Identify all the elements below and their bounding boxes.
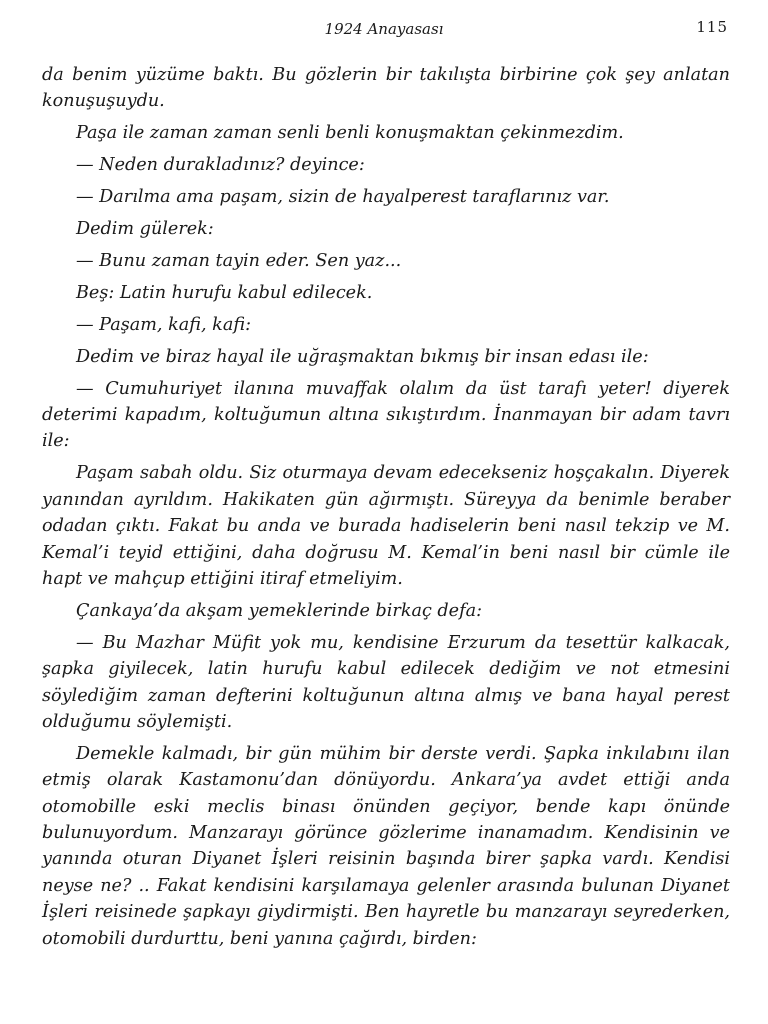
paragraph: — Neden durakladınız? deyince: — [76, 155, 365, 176]
paragraph: — Darılma ama paşam, sizin de hayalperest taraflarınız var. — [76, 187, 610, 208]
paragraph: — Paşam, kafi, kafi: — [76, 314, 251, 335]
running-header — [0, 18, 768, 42]
paragraph: Paşa ile zaman zaman senli benli konuşmaktan çekinmezdim. — [76, 123, 624, 144]
running-title: 1924 Anayasası — [324, 20, 444, 38]
paragraph: da benim yüzüme baktı. Bu gözlerin bir takılışta birbirine çok şey anlatan konuşuşuydu. — [42, 65, 730, 112]
paragraph: — Bu Mazhar Müfit yok mu, kendisine Erzurum da tesettür kalkacak, şapka giyilecek, latin hurufu kabul edilecek dediğim ve not etmesini söylediğim zaman defterini koltuğunun altına almış ve bana hayal perest olduğumu söylemişti. — [42, 632, 730, 732]
paragraph: Çankaya’da akşam yemeklerinde birkaç defa: — [76, 600, 483, 621]
paragraph: — Cumuhuriyet ilanına muvaffak olalım da üst tarafı yeter! diyerek deterimi kapadım, koltuğumun altına sıkıştırdım. İnanmayan bir adam tavrı ile: — [42, 378, 730, 452]
paragraph: Demekle kalmadı, bir gün mühim bir derste verdi. Şapka inkılabını ilan etmiş olarak Kastamonu’dan dönüyordu. Ankara’ya avdet ettiği anda otomobille eski meclis binası önünden geçiyor, bende kapı önünde bulunuyordum. Manzarayı görünce gözlerime inanamadım. Kendisinin ve yanında oturan Diyanet İşleri reisinin başında birer şapka vardı. Kendisi neyse ne? .. Fakat kendisini karşılamaya gelenler arasında bulunan Diyanet İşleri reisinede şapkayı giydirmişti. Ben hayretle bu manzarayı seyrederken, otomobili durdurttu, beni yanına çağırdı, birden: — [42, 743, 730, 949]
paragraph: Dedim gülerek: — [76, 219, 214, 240]
paragraph: Paşam sabah oldu. Siz oturmaya devam edecekseniz hoşçakalın. Diyerek yanından ayrıldım. Hakikaten gün ağırmıştı. Süreyya da benimle beraber odadan çıktı. Fakat bu anda ve burada hadiselerin beni nasıl tekzip ve M. Kemal’i teyid ettiğini, daha doğrusu M. Kemal’in beni nasıl bir cümle ile hapt ve mahçup ettiğini itiraf etmeliyim. — [42, 463, 730, 589]
paragraph: Dedim ve biraz hayal ile uğraşmaktan bıkmış bir insan edası ile: — [76, 346, 649, 367]
paragraph: Beş: Latin hurufu kabul edilecek. — [76, 282, 373, 303]
paragraph: — Bunu zaman tayin eder. Sen yaz... — [76, 250, 402, 271]
body-text — [42, 62, 730, 958]
page-number: 115 — [696, 18, 728, 36]
